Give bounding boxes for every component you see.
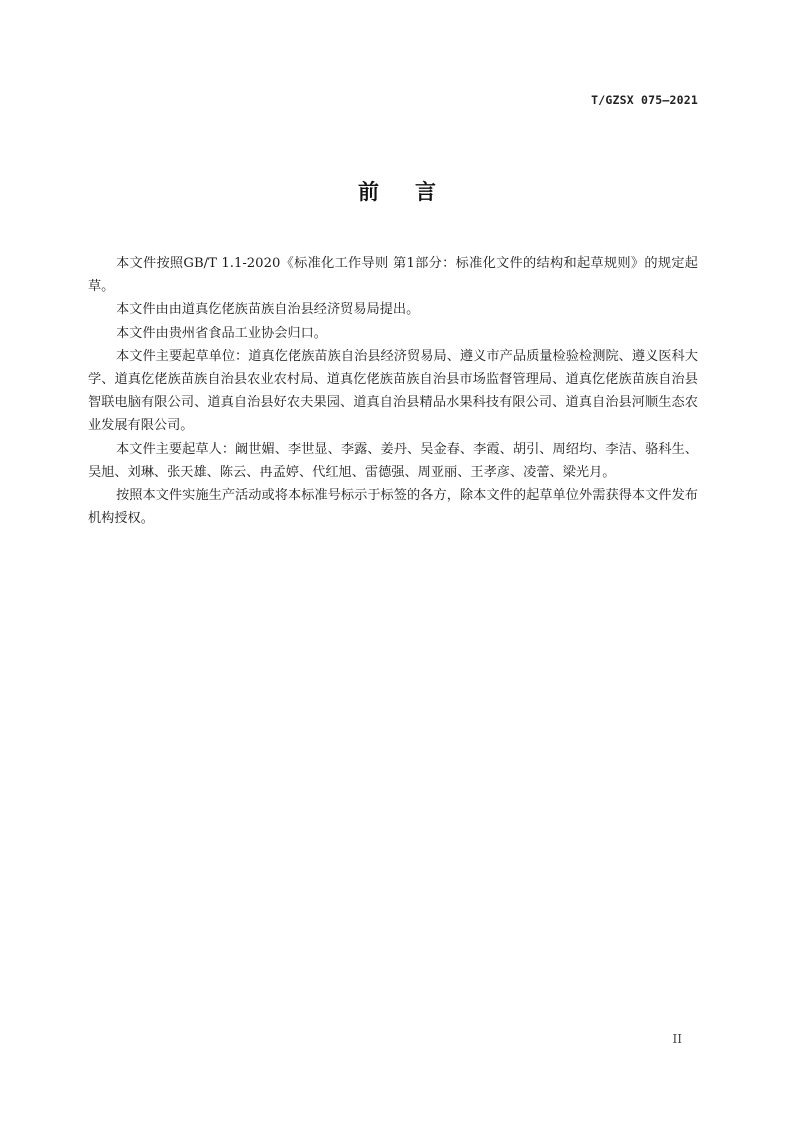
document-code: T/GZSX 075—2021: [591, 93, 698, 107]
paragraph-authorization: 按照本文件实施生产活动或将本标准号标示于标签的各方，除本文件的起草单位外需获得本文件发布机构授权。: [88, 488, 698, 527]
paragraph-administrator: 本文件由贵州省食品工业协会归口。: [116, 325, 327, 341]
page-title: 前言: [358, 180, 472, 204]
paragraph-proposer: 本文件由由道真仡佬族苗族自治县经济贸易局提出。: [116, 302, 420, 318]
document-body: [88, 252, 698, 530]
paragraph-drafters: 本文件主要起草人：阚世媚、李世显、李露、姜丹、吴金春、李霞、胡引、周绍均、李洁、骆科生、吴旭、刘琳、张天雄、陈云、冉孟婷、代红旭、雷德强、周亚丽、王孝彦、凌蕾、梁光月。: [88, 441, 698, 480]
paragraph-drafting-rules: 本文件按照GB/T 1.1-2020《标准化工作导则 第1部分：标准化文件的结构和起草规则》的规定起草。: [88, 256, 698, 295]
page-number: II: [672, 1032, 682, 1046]
paragraph-drafting-units: 本文件主要起草单位：道真仡佬族苗族自治县经济贸易局、遵义市产品质量检验检测院、遵义医科大学、道真仡佬族苗族自治县农业农村局、道真仡佬族苗族自治县市场监督管理局、道真仡佬族苗族自治县智联电脑有限公司、道真自治县好农夫果园、道真自治县精品水果科技有限公司、道真自治县河顺生态农业发展有限公司。: [88, 348, 698, 434]
